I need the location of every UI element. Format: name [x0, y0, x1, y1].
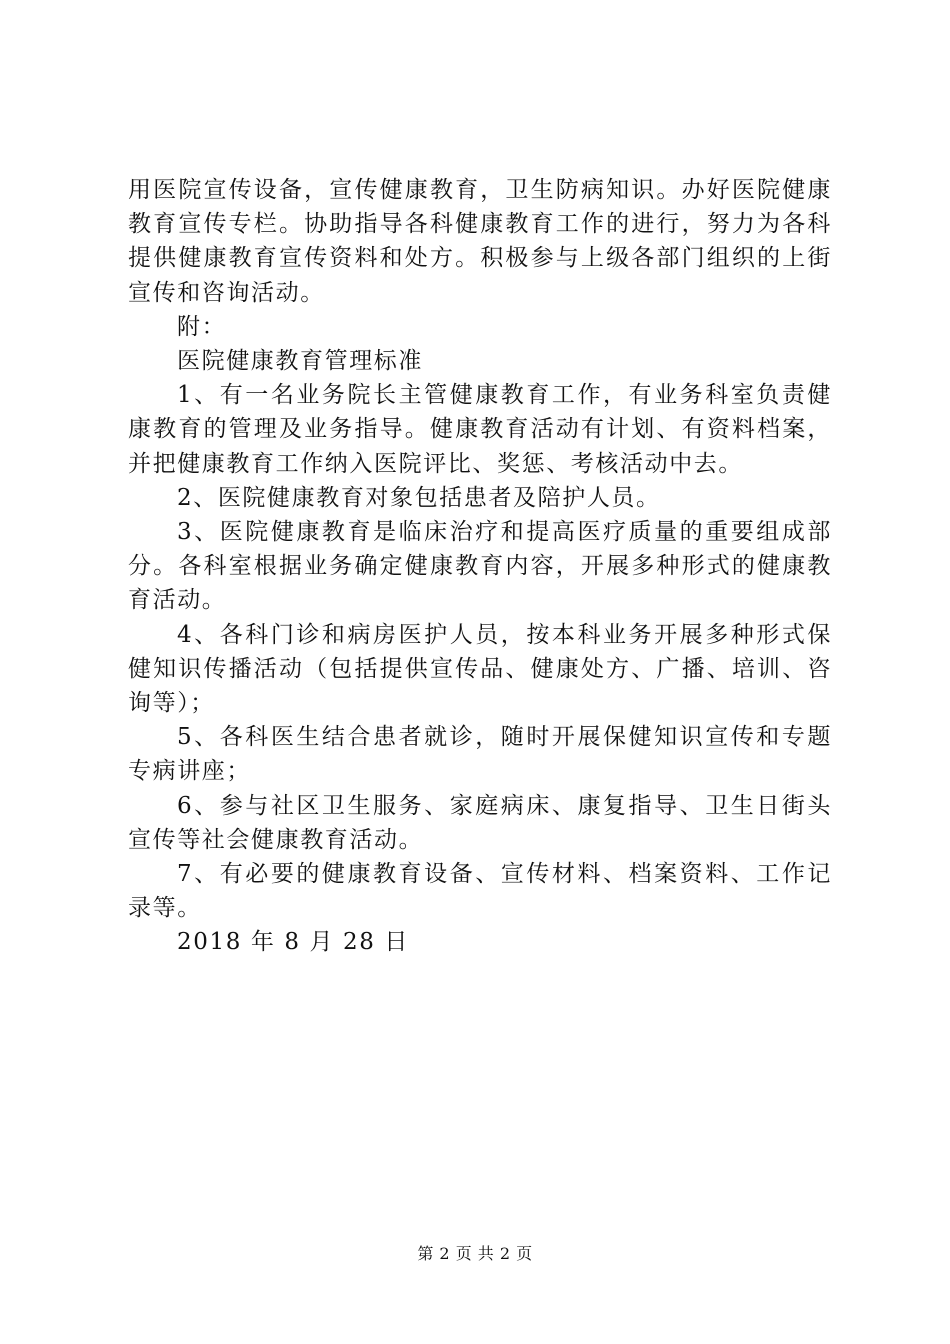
page-number-footer: 第 2 页 共 2 页: [417, 1244, 533, 1263]
document-date: 2018 年 8 月 28 日: [177, 929, 409, 956]
standard-item-2: 2、医院健康教育对象包括患者及陪护人员。: [177, 484, 661, 511]
appendix-label: 附：: [177, 313, 227, 340]
standard-item-1: 1、有一名业务院长主管健康教育工作，有业务科室负责健康教育的管理及业务指导。健康教育活动有计划、有资料档案，并把健康教育工作纳入医院评比、奖惩、考核活动中去。: [128, 382, 832, 477]
standard-item-4: 4、各科门诊和病房医护人员，按本科业务开展多种形式保健知识传播活动（包括提供宣传品、健康处方、广播、培训、咨询等）；: [128, 621, 832, 717]
standard-item-6: 6、参与社区卫生服务、家庭病床、康复指导、卫生日街头宣传等社会健康教育活动。: [128, 792, 832, 853]
standard-item-3: 3、医院健康教育是临床治疗和提高医疗质量的重要组成部分。各科室根据业务确定健康教育内容，开展多种形式的健康教育活动。: [128, 519, 832, 614]
appendix-title: 医院健康教育管理标准: [177, 348, 423, 375]
paragraph-continuation: 用医院宣传设备，宣传健康教育，卫生防病知识。办好医院健康教育宣传专栏。协助指导各科健康教育工作的进行，努力为各科提供健康教育宣传资料和处方。积极参与上级各部门组织的上街宣传和咨询活动。: [128, 177, 832, 306]
standard-item-5: 5、各科医生结合患者就诊，随时开展保健知识宣传和专题专病讲座；: [128, 724, 832, 785]
document-body: [128, 173, 832, 960]
standard-item-7: 7、有必要的健康教育设备、宣传材料、档案资料、工作记录等。: [128, 861, 832, 922]
